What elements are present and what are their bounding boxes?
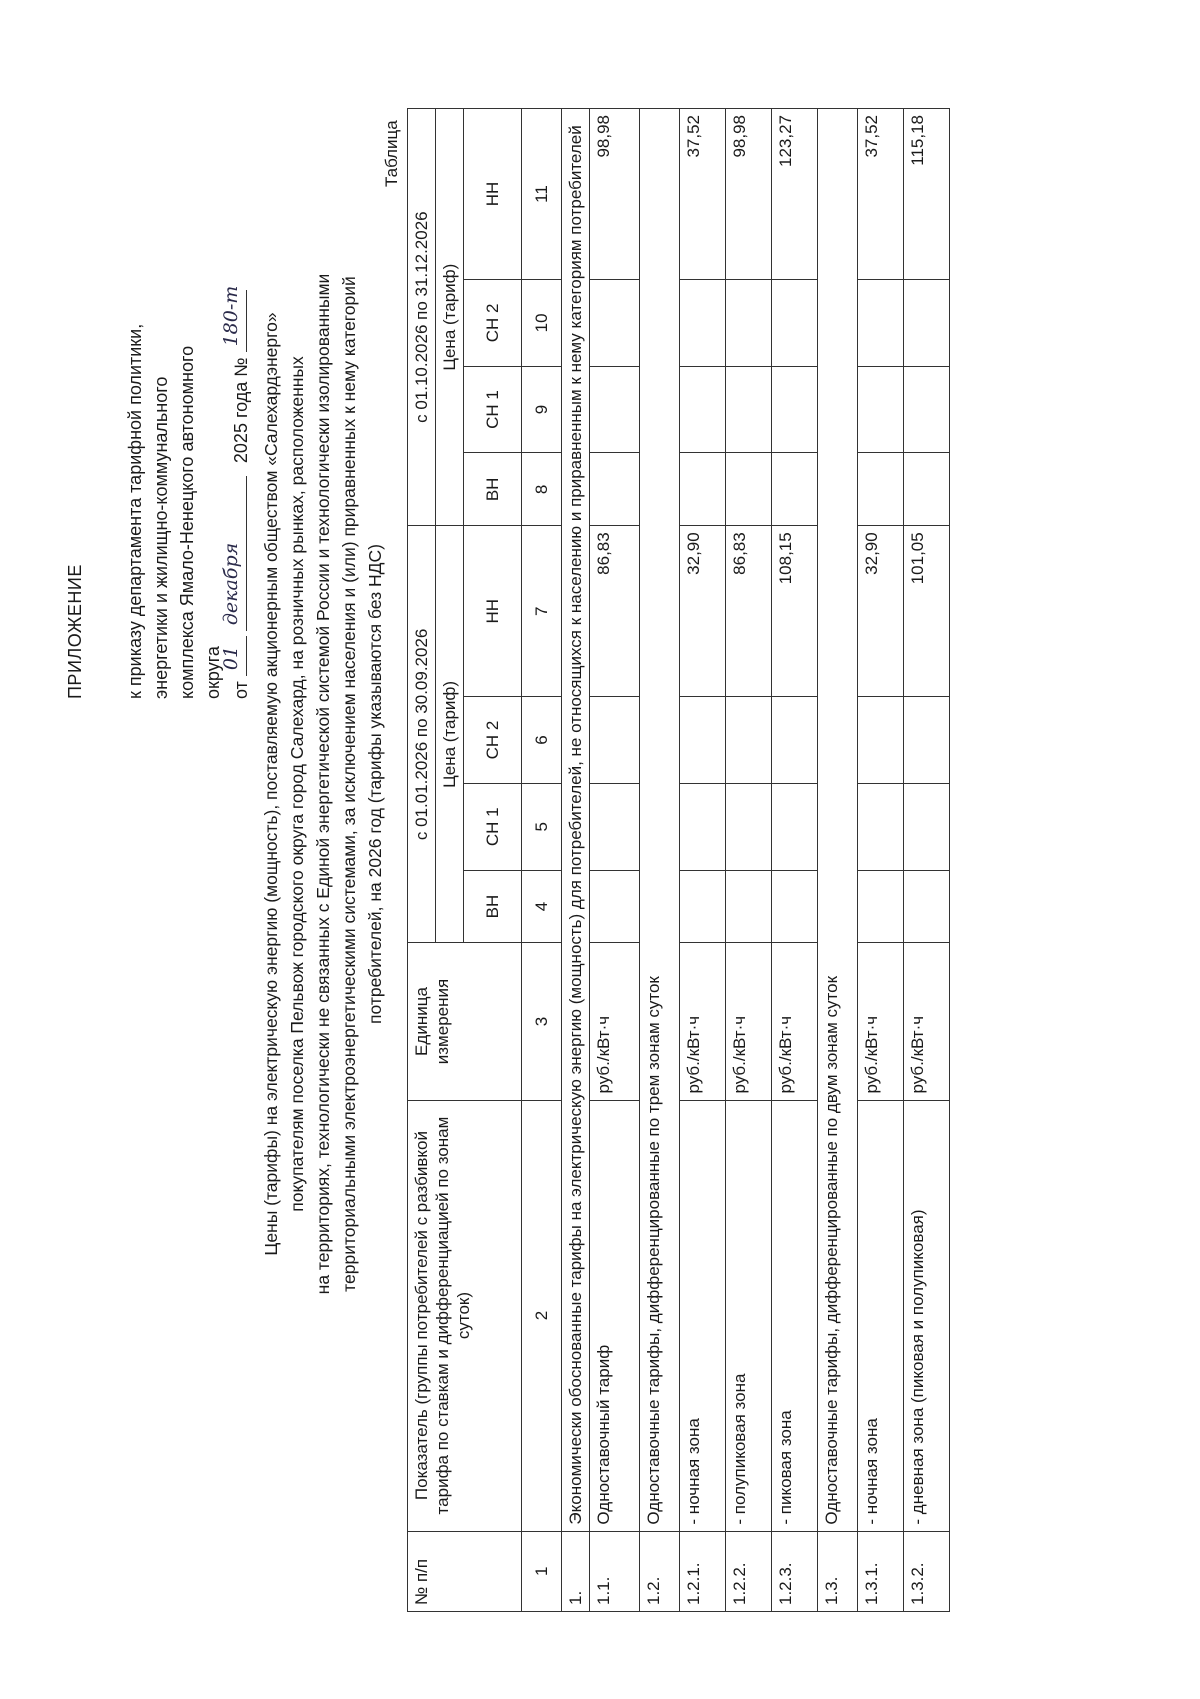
value-nn-period-1: 32,90 xyxy=(680,526,726,697)
col-number: 10 xyxy=(522,280,562,367)
header-price-1: Цена (тариф) xyxy=(436,526,464,943)
col-number: 5 xyxy=(522,783,562,870)
row-num: 1.2.1. xyxy=(680,1531,726,1611)
value-nn-period-2: 98,98 xyxy=(726,109,772,280)
appendix-date-line xyxy=(220,79,254,699)
value-nn-period-1: 32,90 xyxy=(858,526,904,697)
row-num: 1.2.2. xyxy=(726,1531,772,1611)
value-nn-period-2: 37,52 xyxy=(858,109,904,280)
row-num: 1.3.2. xyxy=(904,1531,950,1611)
header-period-2: с 01.10.2026 по 31.12.2026 xyxy=(408,109,436,526)
heading-line: на территориях, технологически не связанных с Единой энергетической системой России и технологически изолированными xyxy=(313,273,333,1295)
appendix-line: энергетики и жилищно-коммунального xyxy=(151,376,171,699)
row-num: 1.3.1. xyxy=(858,1531,904,1611)
header-row xyxy=(408,109,436,1612)
column-number-row xyxy=(522,109,562,1612)
table-row xyxy=(858,109,904,1612)
header-indicator: Показатель (группы потребителей с разбивкой тарифа по ставкам и дифференциацией по зонам суток) xyxy=(408,1100,522,1531)
table-row xyxy=(680,109,726,1612)
value-nn-period-2: 123,27 xyxy=(772,109,818,280)
handwritten-month: декабря xyxy=(220,542,242,626)
col-number: 4 xyxy=(522,870,562,943)
subsection-row xyxy=(818,109,858,1612)
row-label: - пиковая зона xyxy=(772,1100,818,1531)
handwritten-day: 01 xyxy=(220,645,242,671)
header-num: № п/п xyxy=(408,1531,522,1611)
date-prefix: от xyxy=(231,681,251,699)
header-unit: Единица измерения xyxy=(408,943,522,1100)
tariff-table xyxy=(407,108,950,1612)
table-row xyxy=(726,109,772,1612)
subsection-text: Одноставочные тарифы, дифференцированные по двум зонам суток xyxy=(818,109,858,1532)
level-sn2: СН 2 xyxy=(464,280,522,367)
row-label: - полупиковая зона xyxy=(726,1100,772,1531)
col-number: 11 xyxy=(522,109,562,280)
subsection-row xyxy=(640,109,680,1612)
value-nn-period-1: 86,83 xyxy=(590,526,640,697)
row-num: 1.1. xyxy=(590,1531,640,1611)
date-year-text: 2025 года № xyxy=(231,357,251,464)
row-label: - ночная зона xyxy=(858,1100,904,1531)
row-unit: руб./кВт·ч xyxy=(680,943,726,1100)
table-row xyxy=(904,109,950,1612)
col-number: 1 xyxy=(522,1531,562,1611)
section-num: 1. xyxy=(562,1531,590,1611)
table-label: Таблица xyxy=(382,120,401,187)
appendix-block xyxy=(122,79,254,699)
header-period-1: с 01.01.2026 по 30.09.2026 xyxy=(408,526,436,943)
level-sn1: СН 1 xyxy=(464,783,522,870)
header-price-2: Цена (тариф) xyxy=(436,109,464,526)
row-label: - дневная зона (пиковая и полупиковая) xyxy=(904,1100,950,1531)
handwritten-order-number: 180-т xyxy=(220,285,242,347)
heading-line: Цены (тарифы) на электрическую энергию (мощность), поставляемую акционерным обществом «Салехардэнерго» xyxy=(261,312,281,1256)
level-nn: НН xyxy=(464,526,522,697)
row-num: 1.2. xyxy=(640,1531,680,1611)
row-num: 1.3. xyxy=(818,1531,858,1611)
row-unit: руб./кВт·ч xyxy=(858,943,904,1100)
row-num: 1.2.3. xyxy=(772,1531,818,1611)
section-text: Экономически обоснованные тарифы на электрическую энергию (мощность) для потребителей, не относящихся к населению и приравненным к нему категориям потребителей xyxy=(562,109,590,1532)
value-nn-period-2: 115,18 xyxy=(904,109,950,280)
row-label: Одноставочный тариф xyxy=(590,1100,640,1531)
row-label: - ночная зона xyxy=(680,1100,726,1531)
appendix-line: комплекса Ямало-Ненецкого автономного xyxy=(177,345,197,699)
col-number: 3 xyxy=(522,943,562,1100)
value-nn-period-1: 86,83 xyxy=(726,526,772,697)
col-number: 9 xyxy=(522,366,562,453)
appendix-line: округа xyxy=(203,646,223,699)
level-vn: ВН xyxy=(464,870,522,943)
value-nn-period-2: 98,98 xyxy=(590,109,640,280)
col-number: 7 xyxy=(522,526,562,697)
row-unit: руб./кВт·ч xyxy=(590,943,640,1100)
table-row xyxy=(590,109,640,1612)
appendix-line: к приказу департамента тарифной политики, xyxy=(125,323,145,699)
table-row xyxy=(772,109,818,1612)
appendix-title: ПРИЛОЖЕНИЕ xyxy=(65,564,85,699)
col-number: 2 xyxy=(522,1100,562,1531)
heading-line: территориальными электроэнергетическими системами, за исключением населения и (или) приравненных к нему категорий xyxy=(339,276,359,1292)
level-sn1: СН 1 xyxy=(464,366,522,453)
subsection-text: Одноставочные тарифы, дифференцированные по трем зонам суток xyxy=(640,109,680,1532)
value-nn-period-1: 101,05 xyxy=(904,526,950,697)
col-number: 8 xyxy=(522,453,562,526)
level-nn: НН xyxy=(464,109,522,280)
row-unit: руб./кВт·ч xyxy=(772,943,818,1100)
section-row xyxy=(562,109,590,1612)
row-unit: руб./кВт·ч xyxy=(726,943,772,1100)
col-number: 6 xyxy=(522,697,562,784)
heading-line: потребителей, на 2026 год (тарифы указываются без НДС) xyxy=(365,544,385,1024)
heading-line: покупателям поселка Пельвож городского округа город Салехард, на розничных рынках, расположенных xyxy=(287,356,307,1212)
row-unit: руб./кВт·ч xyxy=(904,943,950,1100)
value-nn-period-1: 108,15 xyxy=(772,526,818,697)
value-nn-period-2: 37,52 xyxy=(680,109,726,280)
level-vn: ВН xyxy=(464,453,522,526)
document-heading xyxy=(258,134,388,1434)
level-sn2: СН 2 xyxy=(464,697,522,784)
